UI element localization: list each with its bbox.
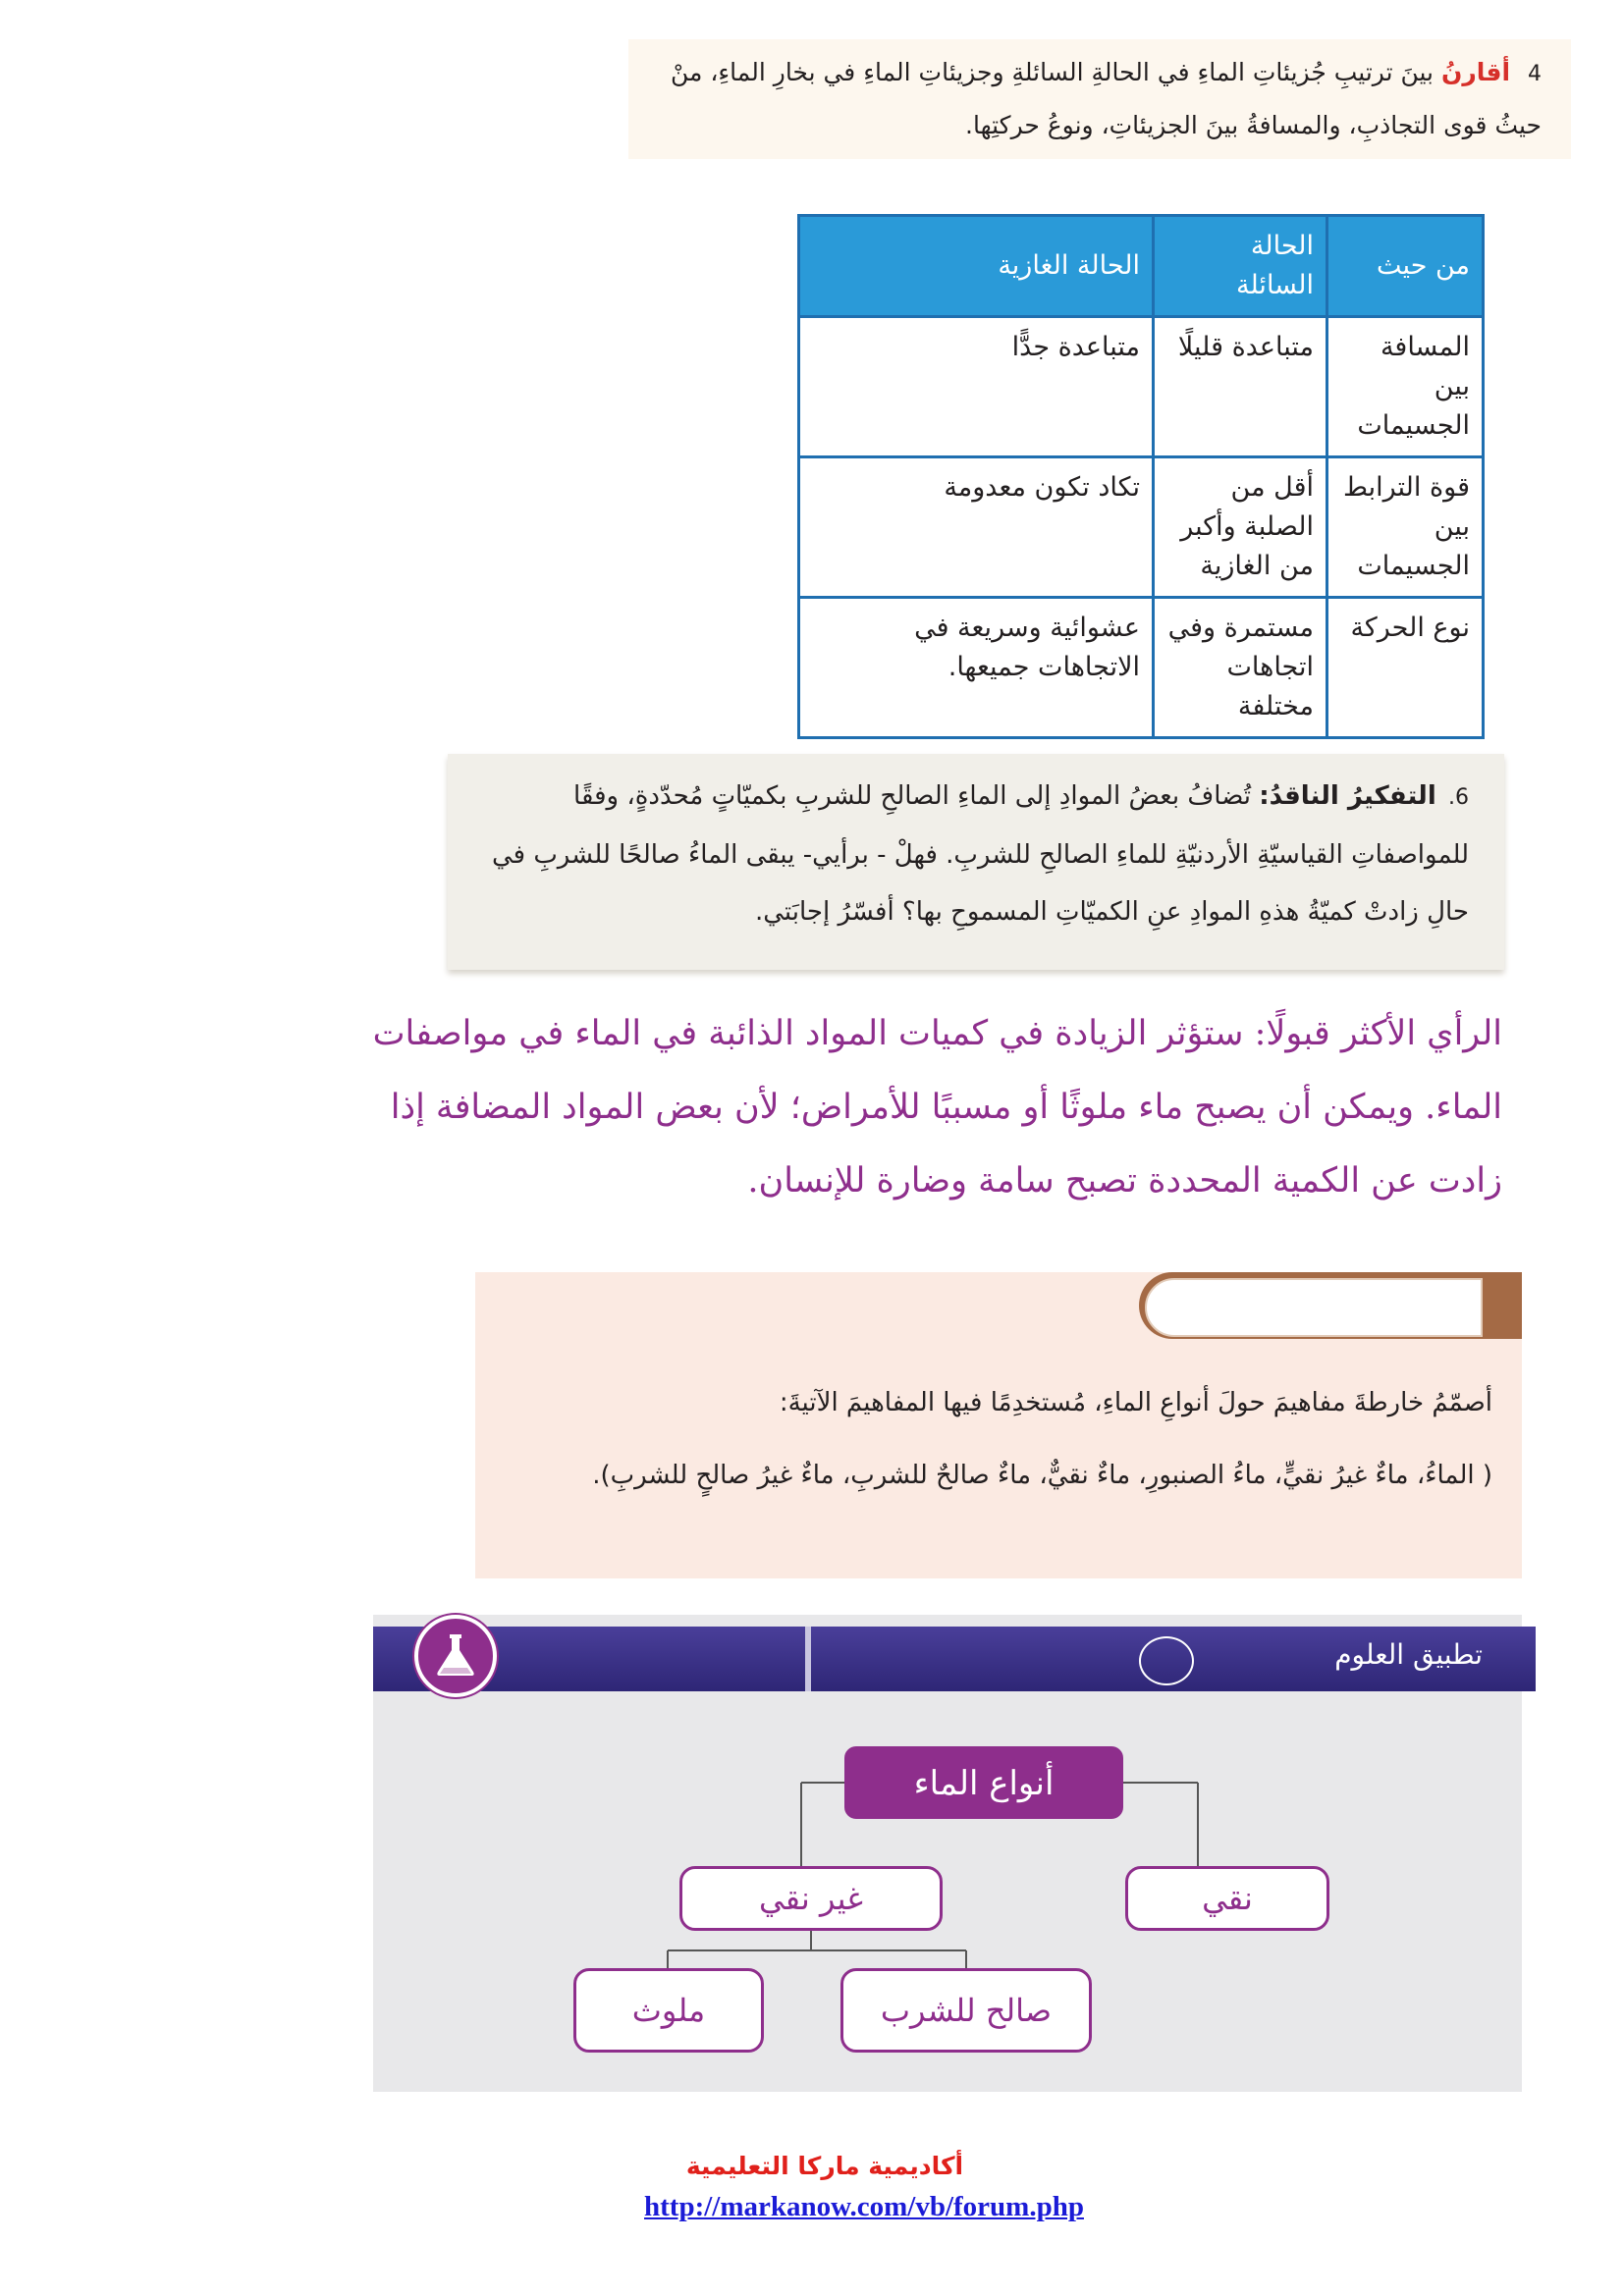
concept-map-panel <box>373 1615 1522 2092</box>
question-6-text-block <box>467 768 1469 940</box>
question-6-box <box>448 754 1504 970</box>
table-row <box>799 317 1484 457</box>
table-cell: نوع الحركة <box>1327 598 1484 738</box>
table-header-cell: من حيث <box>1327 216 1484 317</box>
question-text: بينَ ترتيبِ جُزيئاتِ الماءِ في الحالةِ السائلةِ وجزيئاتِ الماءِ في بخارِ الماءِ، منْ حيثُ قوى التجاذبِ، والمسافةُ بينَ الجزيئاتِ، ونوعُ حركتِها. <box>670 58 1542 139</box>
question-keyword: أقارنُ <box>1440 58 1511 86</box>
question-text: تُضافُ بعضُ الموادِ إلى الماءِ الصالحِ للشربِ بكميّاتٍ مُحدّدةٍ، وفقًا للمواصفاتِ القياسيّةِ الأردنيّةِ للماءِ الصالحِ للشربِ. فهلْ - برأيي- يبقى الماءُ صالحًا للشربِ في حالِ زادتْ كميّةُ هذهِ الموادِ عنِ الكميّاتِ المسموحِ بها؟ أفسّرُ إجابَتي. <box>491 781 1469 927</box>
table-cell: متباعدة جدًّا <box>799 317 1154 457</box>
science-application-card <box>475 1272 1522 1578</box>
card-concepts-list: ( الماءُ، ماءٌ غيرُ نقيٍّ، ماءُ الصنبورِ، ماءٌ نقيٌّ، ماءٌ صالحٌ للشربِ، ماءٌ غيرُ صالحٍ للشربِ). <box>592 1461 1492 1490</box>
question-number: 4 <box>1528 62 1542 86</box>
table-cell: مستمرة وفي اتجاهات مختلفة <box>1154 598 1327 738</box>
concept-node-polluted: ملوث <box>573 1968 764 2053</box>
question-keyword: التفكيرُ الناقدُ: <box>1259 781 1436 811</box>
footer-link[interactable]: http://markanow.com/vb/forum.php <box>644 2191 1084 2222</box>
concept-node-impure: غير نقي <box>679 1866 943 1931</box>
table-cell: عشوائية وسريعة في الاتجاهات جميعها. <box>799 598 1154 738</box>
concept-node-pure: نقي <box>1125 1866 1329 1931</box>
answer-text: الرأي الأكثر قبولًا: ستؤثر الزيادة في كميات المواد الذائبة في الماء في مواصفات الماء. ويمكن أن يصبح ماء ملوثًا أو مسببًا للأمراض؛ لأن بعض المواد المضافة إذا زادت عن الكمية المحددة تصبح سامة وضارة للإنسان. <box>372 1014 1502 1201</box>
question-4-box <box>628 39 1571 159</box>
table-cell: متباعدة قليلًا <box>1154 317 1327 457</box>
table-cell: تكاد تكون معدومة <box>799 457 1154 598</box>
concept-node-drinkable: صالح للشرب <box>840 1968 1092 2053</box>
comparison-table <box>797 214 1485 739</box>
question-number: 6. <box>1448 785 1469 810</box>
table-header-cell: الحالة الغازية <box>799 216 1154 317</box>
table-cell: قوة الترابط بين الجسيمات <box>1327 457 1484 598</box>
table-cell: المسافة بين الجسيمات <box>1327 317 1484 457</box>
concept-root-node: أنواع الماء <box>844 1746 1123 1819</box>
card-header-tab <box>1139 1272 1522 1339</box>
table-header-row <box>799 216 1484 317</box>
question-4-text-block <box>658 47 1542 151</box>
card-title: تطبيقُ العلومِ <box>1279 1282 1483 1319</box>
card-instruction: أصمّمُ خارطةَ مفاهيمَ حولَ أنواعِ الماءِ، مُستخدِمًا فيها المفاهيمَ الآتيةَ: <box>779 1388 1492 1417</box>
table-header-cell: الحالة السائلة <box>1154 216 1327 317</box>
table-cell: أقل من الصلبة وأكبر من الغازية <box>1154 457 1327 598</box>
panel-header-title: تطبيق العلوم <box>1334 1638 1483 1671</box>
table-row <box>799 457 1484 598</box>
table-row <box>799 598 1484 738</box>
footer-academy-name: أكاديمية ماركا التعليمية <box>685 2152 964 2180</box>
